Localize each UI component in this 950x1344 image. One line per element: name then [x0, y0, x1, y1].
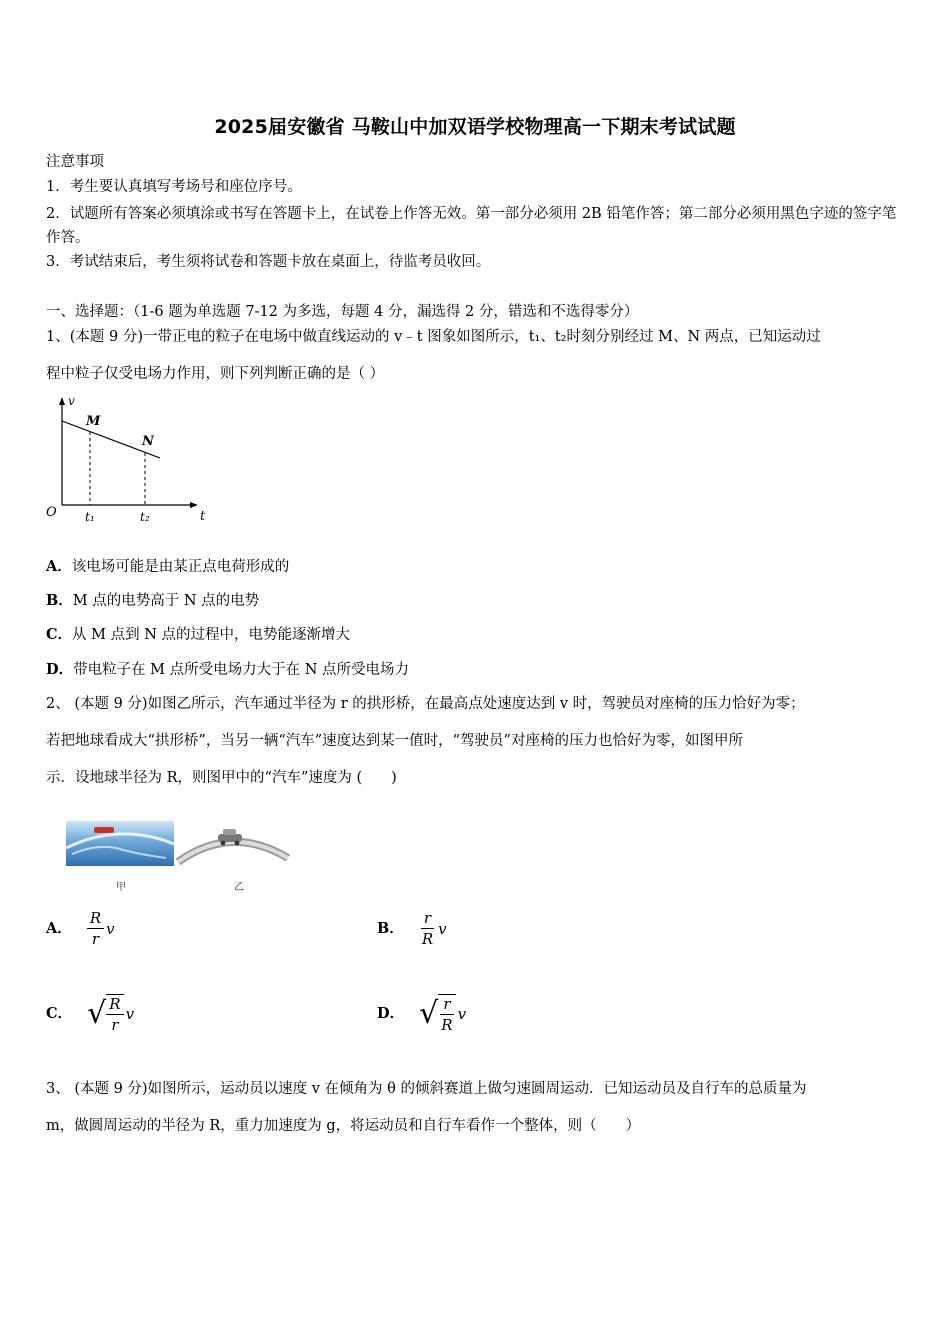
car-on-bridge: [218, 834, 242, 842]
q1-vt-graph: [44, 393, 214, 528]
q1-stem-line2: 程中粒子仅受电场力作用，则下列判断正确的是（ ）: [46, 366, 385, 382]
page-title: 2025届安徽省 马鞍山中加双语学校物理高一下期末考试试题: [214, 116, 736, 138]
q1-option-d: D．带电粒子在 M 点所受电场力大于在 N 点所受电场力: [46, 661, 410, 678]
q1-option-c: C．从 M 点到 N 点的过程中，电势能逐渐增大: [46, 626, 351, 643]
q2-figure: [66, 818, 296, 896]
section-heading: 一、选择题：（1-6 题为单选题 7-12 为多选，每题 4 分，漏选得 2 分，错选和不选得零分）: [46, 304, 639, 320]
q2-stem-line3: 示．设地球半径为 R，则图甲中的“汽车”速度为 ( ): [46, 770, 397, 786]
point-n-label: N: [142, 434, 154, 449]
q3-stem-line1: 3、 (本题 9 分)如图所示，运动员以速度 v 在倾角为 θ 的倾斜赛道上做匀速圆周运动．已知运动员及自行车的总质量为: [46, 1081, 807, 1097]
earth-image: [66, 821, 174, 866]
notice-item-2: 2．试题所有答案必须填涂或书写在答题卡上，在试卷上作答无效。第一部分必须用 2B 铅笔作答；第二部分必须用黑色字迹的签字笔作答。: [46, 206, 897, 246]
q3-stem-line2: m，做圆周运动的半径为 R，重力加速度为 g，将运动员和自行车看作一个整体，则（ ）: [46, 1118, 641, 1134]
x-axis-label: t: [200, 509, 206, 524]
tick-t1-label: t₁: [85, 510, 95, 524]
origin-label: O: [46, 505, 57, 520]
y-axis-label: v: [68, 394, 75, 408]
q2-option-c: C． √ $\frac{R}{r}$ v: [46, 995, 135, 1034]
q1-option-b: B．M 点的电势高于 N 点的电势: [46, 592, 260, 609]
notice-heading: 注意事项: [46, 154, 104, 170]
fig-label-jia: 甲: [116, 882, 126, 893]
x-axis-arrow: [190, 502, 198, 508]
q2-stem-line1: 2、 (本题 9 分)如图乙所示，汽车通过半径为 r 的拱形桥，在最高点处速度达到 v 时，驾驶员对座椅的压力恰好为零；: [46, 696, 805, 712]
q2-option-b: B． $\frac{r}{R}$ v: [377, 909, 447, 948]
q2-option-a: A． $\frac{R}{r}$ v: [46, 909, 115, 948]
point-m-label: M: [86, 414, 101, 429]
square-root: √ $\frac{r}{R}$: [419, 994, 455, 1033]
fraction: $\frac{r}{R}$: [421, 909, 434, 948]
notice-item-1: 1．考生要认真填写考场号和座位序号。: [46, 179, 302, 195]
notice-item-3: 3．考试结束后，考生须将试卷和答题卡放在桌面上，待监考员收回。: [46, 254, 491, 270]
q1-option-a: A．该电场可能是由某正点电荷形成的: [46, 558, 290, 575]
tick-t2-label: t₂: [140, 510, 150, 524]
fraction: $\frac{R}{r}$: [87, 910, 104, 947]
square-root: √ $\frac{R}{r}$: [87, 994, 123, 1033]
q1-stem-line1: 1、(本题 9 分)一带正电的粒子在电场中做直线运动的 v﹣t 图象如图所示，t₁、t₂时刻分别经过 M、N 两点，已知运动过: [46, 329, 821, 345]
q2-stem-line2: 若把地球看成大“拱形桥”，当另一辆“汽车”速度达到某一值时，“驾驶员”对座椅的压力也恰好为零，如图甲所: [46, 733, 743, 749]
q2-option-d: D． √ $\frac{r}{R}$ v: [377, 995, 467, 1034]
car-on-earth: [94, 827, 114, 833]
y-axis-arrow: [59, 397, 65, 405]
fig-label-yi: 乙: [234, 882, 244, 893]
